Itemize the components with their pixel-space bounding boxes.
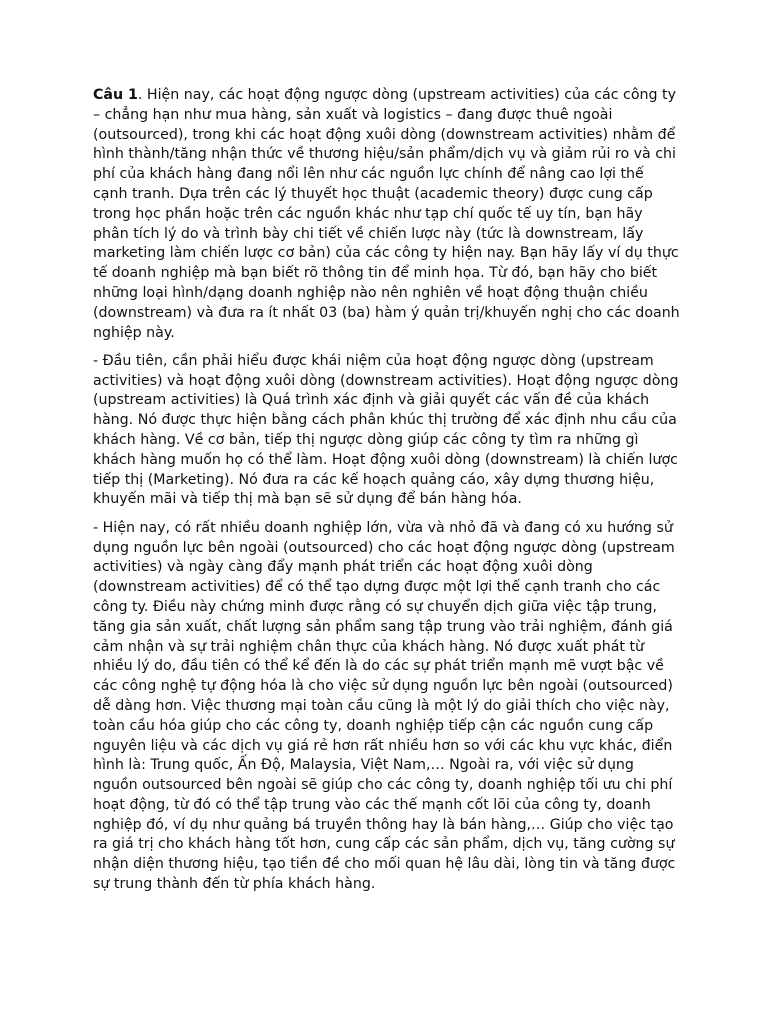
question-text: . Hiện nay, các hoạt động ngược dòng (upstream activities) của các công ty – chẳng hạn như mua hàng, sản xuất và logistics – đang được thuê ngoài (outsourced), trong khi các hoạt động xuôi dòng (downstream activities) nhằm để hình thành/tăng nhận thức về thương hiệu/sản phẩm/dịch vụ và giảm rủi ro và chi phí của khách hàng đang nổi lên như các nguồn lực chính để nâng cao lợi thế cạnh tranh. Dựa trên các lý thuyết học thuật (academic theory) được cung cấp trong học phần hoặc trên các nguồn khác như tạp chí quốc tế uy tín, bạn hãy phân tích lý do và trình bày chi tiết về chiến lược này (tức là downstream, lấy marketing làm chiến lược cơ bản) của các công ty hiện nay. Bạn hãy lấy ví dụ thực tế doanh nghiệp mà bạn biết rõ thông tin để minh họa. Từ đó, bạn hãy cho biết những loại hình/dạng doanh nghiệp nào nên nghiên về hoạt động thuận chiều (downstream) và đưa ra ít nhất 03 (ba) hàm ý quản trị/khuyến nghị cho các doanh nghiệp này.: [93, 87, 680, 341]
document-page: [93, 86, 681, 903]
paragraph-analysis: - Hiện nay, có rất nhiều doanh nghiệp lớn, vừa và nhỏ đã và đang có xu hướng sử dụng nguồn lực bên ngoài (outsourced) cho các hoạt động ngược dòng (upstream activities) và ngày càng đẩy mạnh phát triển các hoạt động xuôi dòng (downstream activities) để có thể tạo dựng được một lợi thế cạnh tranh cho các công ty. Điều này chứng minh được rằng có sự chuyển dịch giữa việc tập trung, tăng gia sản xuất, chất lượng sản phẩm sang tập trung vào trải nghiệm, đánh giá cảm nhận và sự trải nghiệm chân thực của khách hàng. Nó được xuất phát từ nhiều lý do, đầu tiên có thể kể đến là do các sự phát triển mạnh mẽ vượt bậc về các công nghệ tự động hóa là cho việc sử dụng nguồn lực bên ngoài (outsourced) dễ dàng hơn. Việc thương mại toàn cầu cũng là một lý do giải thích cho việc này, toàn cầu hóa giúp cho các công ty, doanh nghiệp tiếp cận các nguồn cung cấp nguyên liệu và các dịch vụ giá rẻ hơn rất nhiều hơn so với các khu vực khác, điển hình là: Trung quốc, Ấn Độ, Malaysia, Việt Nam,… Ngoài ra, với việc sử dụng nguồn outsourced bên ngoài sẽ giúp cho các công ty, doanh nghiệp tối ưu chi phí hoạt động, từ đó có thể tập trung vào các thế mạnh cốt lõi của công ty, doanh nghiệp đó, ví dụ như quảng bá truyền thông hay là bán hàng,… Giúp cho việc tạo ra giá trị cho khách hàng tốt hơn, cung cấp các sản phẩm, dịch vụ, tăng cường sự nhận diện thương hiệu, tạo tiền đề cho mối quan hệ lâu dài, lòng tin và tăng được sự trung thành đến từ phía khách hàng.: [93, 519, 676, 893]
question-label: Câu 1: [93, 87, 138, 103]
question-paragraph: [93, 86, 681, 343]
paragraph-definitions: - Đầu tiên, cần phải hiểu được khái niệm của hoạt động ngược dòng (upstream activities) và hoạt động xuôi dòng (downstream activities). Hoạt động ngược dòng (upstream activities) là Quá trình xác định và giải quyết các vấn đề của khách hàng. Nó được thực hiện bằng cách phân khúc thị trường để xác định nhu cầu của khách hàng. Về cơ bản, tiếp thị ngược dòng giúp các công ty tìm ra những gì khách hàng muốn họ có thể làm. Hoạt động xuôi dòng (downstream) là chiến lược tiếp thị (Marketing). Nó đưa ra các kế hoạch quảng cáo, xây dựng thương hiệu, khuyến mãi và tiếp thị mà bạn sẽ sử dụng để bán hàng hóa.: [93, 352, 679, 508]
